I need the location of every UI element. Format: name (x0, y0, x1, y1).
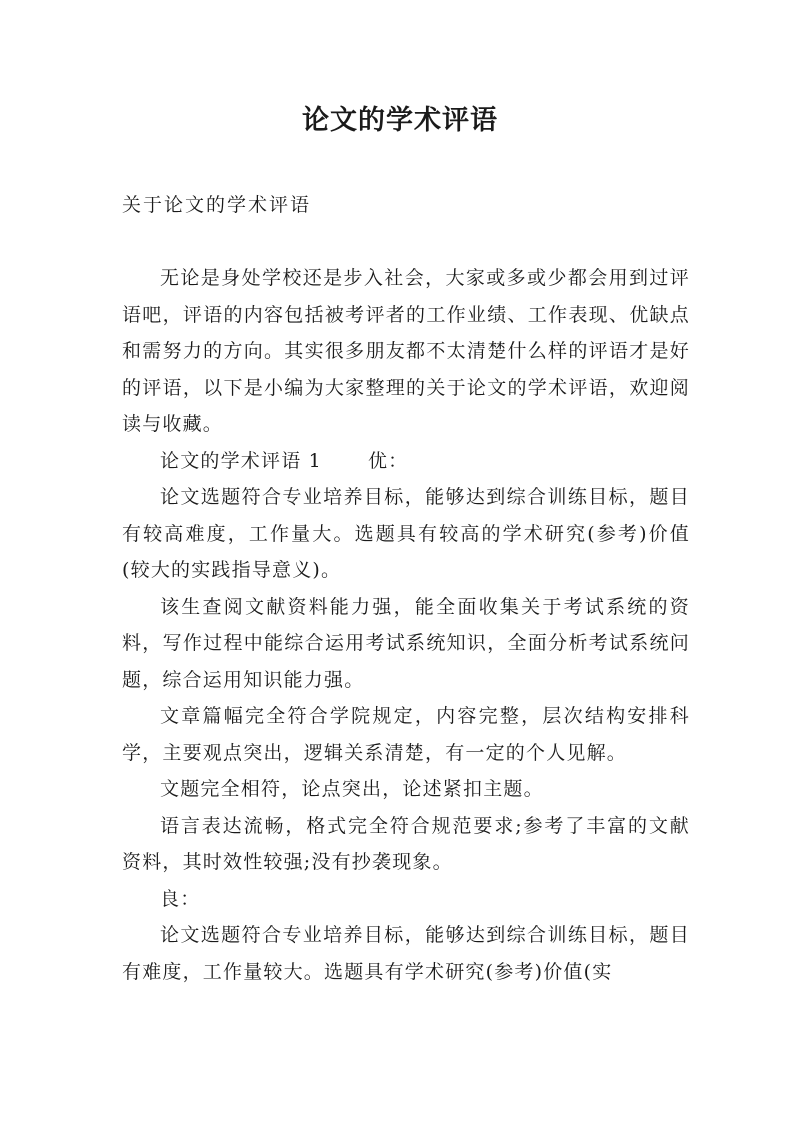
section-heading: 论文的学术评语 1 (160, 449, 322, 472)
section-heading-line (122, 443, 690, 480)
grade-good-label: 良： (160, 887, 201, 910)
excellent-paragraph: 语言表达流畅，格式完全符合规范要求;参考了丰富的文献资料，其时效性较强;没有抄袭现象。 (122, 814, 690, 873)
excellent-paragraph: 论文选题符合专业培养目标，能够达到综合训练目标，题目有较高难度，工作量大。选题具有较高的学术研究(参考)价值(较大的实践指导意义)。 (122, 486, 690, 581)
intro-paragraph: 无论是身处学校还是步入社会，大家或多或少都会用到过评语吧，评语的内容包括被考评者的工作业绩、工作表现、优缺点和需努力的方向。其实很多朋友都不太清楚什么样的评语才是好的评语，以下是小编为大家整理的关于论文的学术评语，欢迎阅读与收藏。 (122, 267, 690, 435)
document-body (122, 260, 690, 990)
excellent-paragraph: 文题完全相符，论点突出，论述紧扣主题。 (160, 778, 544, 800)
excellent-paragraph: 该生查阅文献资料能力强，能全面收集关于考试系统的资料，写作过程中能综合运用考试系统知识，全面分析考试系统问题，综合运用知识能力强。 (122, 595, 690, 691)
document-subtitle: 关于论文的学术评语 (122, 194, 312, 216)
grade-excellent-label: 优： (367, 449, 409, 472)
good-paragraph: 论文选题符合专业培养目标，能够达到综合训练目标，题目有难度，工作量较大。选题具有学术研究(参考)价值(实 (122, 924, 690, 983)
document-title: 论文的学术评语 (302, 105, 498, 136)
excellent-paragraph: 文章篇幅完全符合学院规定，内容完整，层次结构安排科学，主要观点突出，逻辑关系清楚，有一定的个人见解。 (122, 705, 690, 764)
